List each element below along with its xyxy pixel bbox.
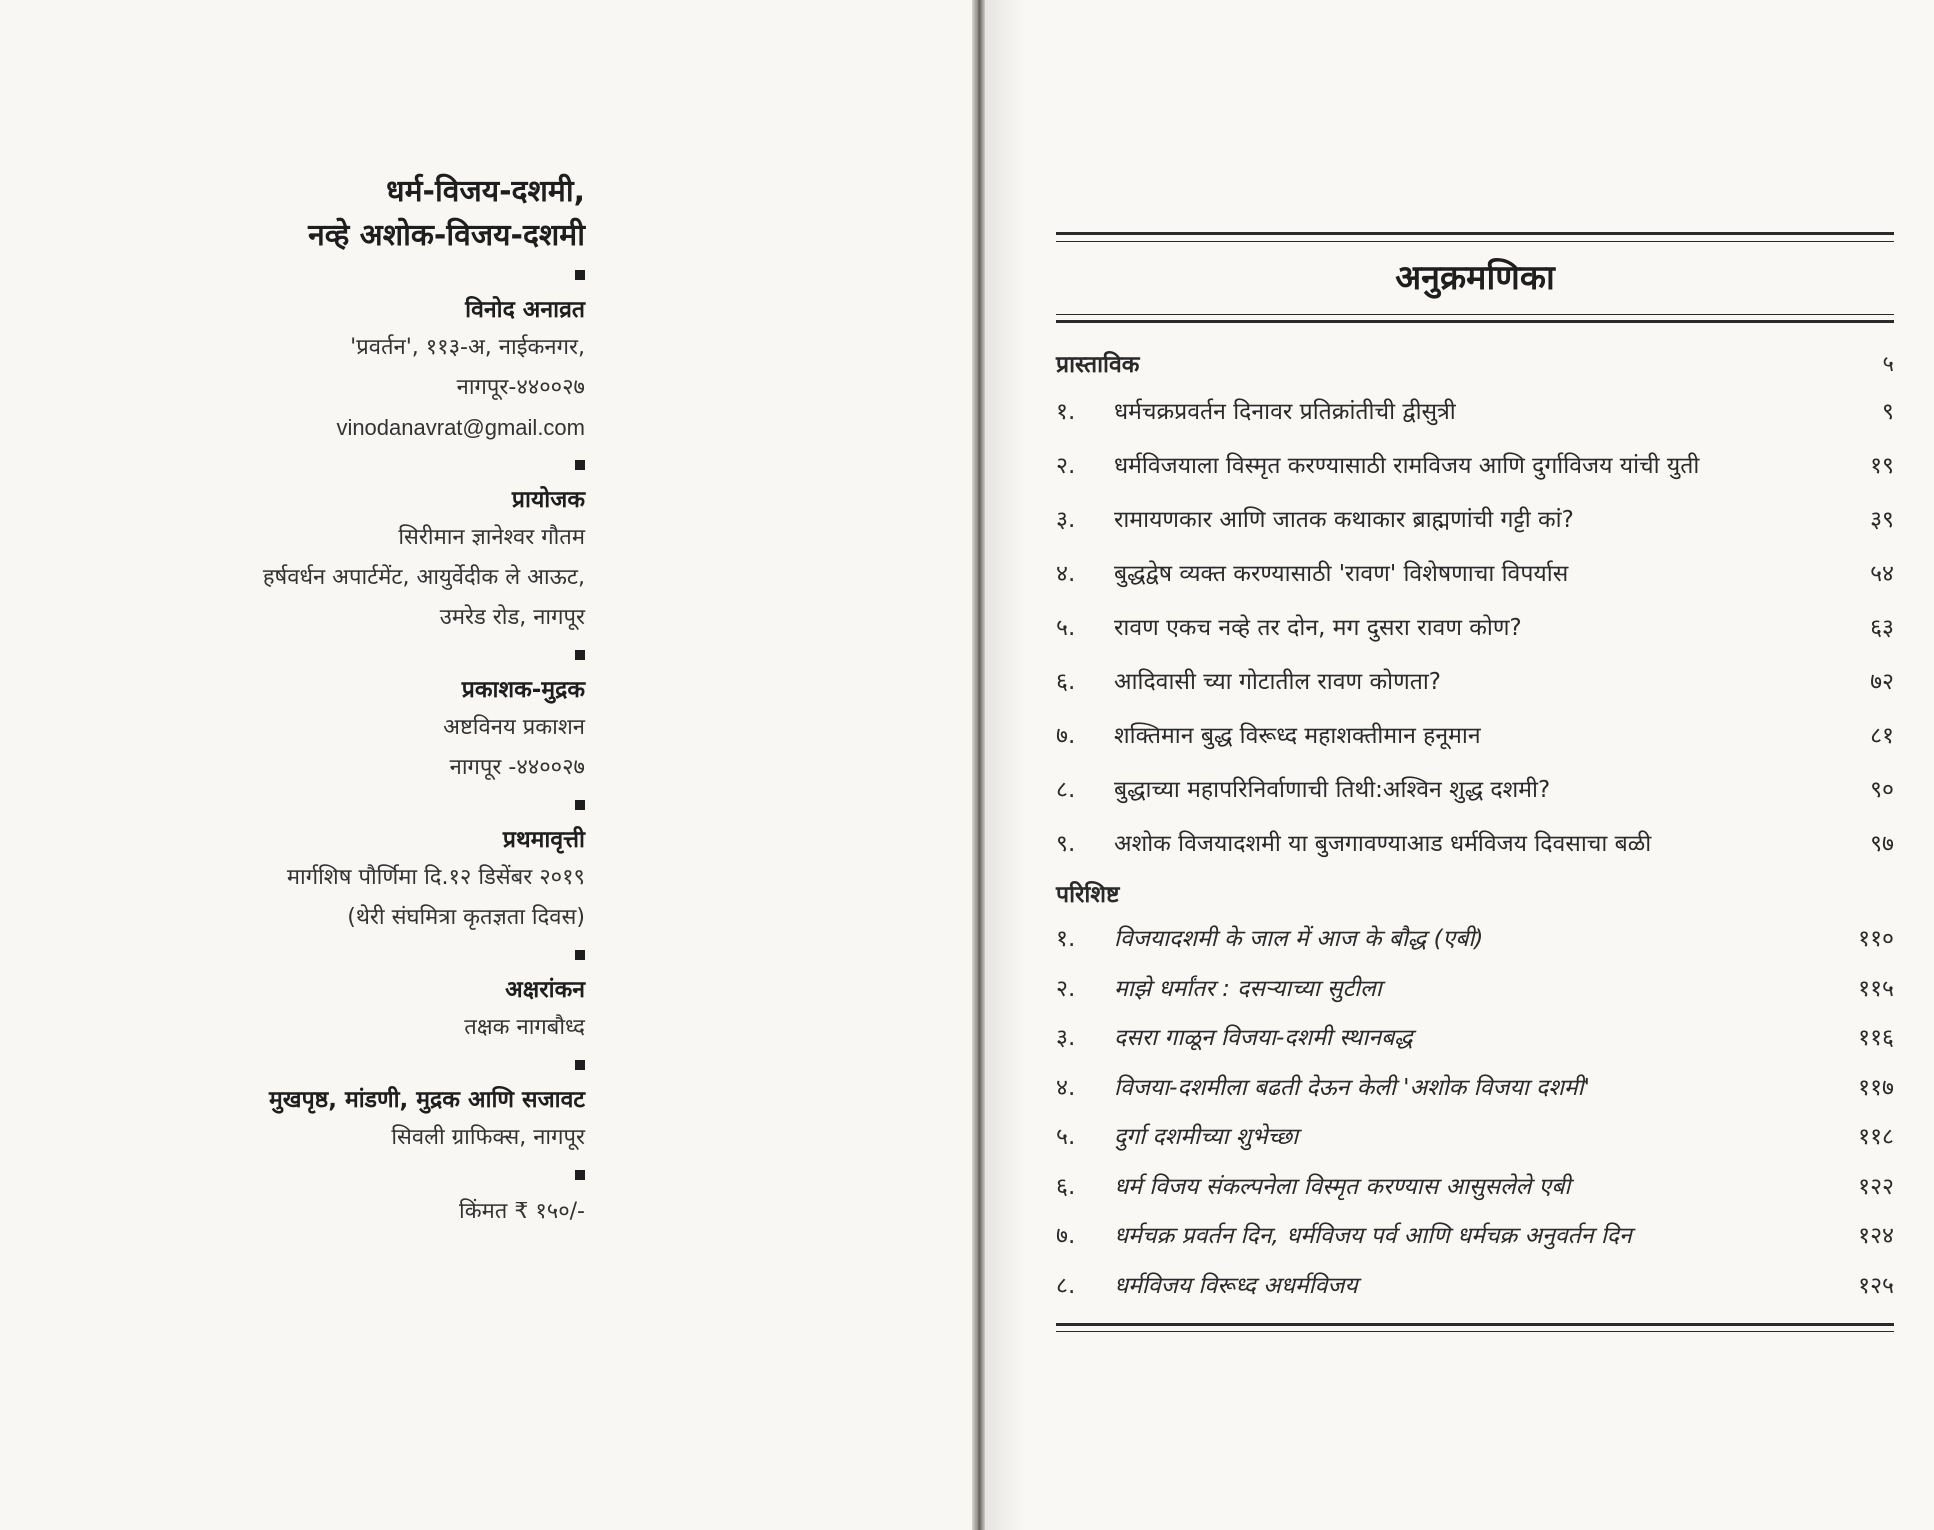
appendix-title: विजयादशमी के जाल में आज के बौद्ध (एबी): [1114, 926, 1484, 952]
chapter-page: ६३: [1870, 615, 1894, 641]
chapter-page: ५४: [1870, 561, 1894, 587]
chapter-number: ४.: [1056, 561, 1076, 587]
appendix-title: धर्मविजय विरूध्द अधर्मविजय: [1114, 1272, 1358, 1299]
appendix-page: १२४: [1858, 1223, 1894, 1249]
chapter-page: ७२: [1870, 669, 1894, 695]
author-address-line-2: नागपूर-४४००२७: [456, 375, 585, 400]
chapter-row: [1056, 439, 1894, 493]
book-gutter: [972, 0, 985, 1530]
chapter-number: ३.: [1056, 507, 1076, 533]
table-of-contents: [1056, 232, 1894, 1332]
chapter-number: २.: [1056, 453, 1076, 479]
chapter-row: [1056, 763, 1894, 817]
chapter-row: [1056, 385, 1894, 439]
gutter-shadow: [985, 0, 1025, 1530]
appendix-number: १.: [1056, 926, 1076, 952]
publisher-label: प्रकाशक-मुद्रक: [461, 677, 585, 703]
appendix-number: ५.: [1056, 1124, 1076, 1150]
typesetting-name: तक्षक नागबौध्द: [464, 1015, 585, 1040]
appendix-page: १२५: [1858, 1272, 1894, 1299]
typesetting-label: अक्षरांकन: [505, 977, 585, 1003]
appendix-title: दुर्गा दशमीच्या शुभेच्छा: [1114, 1124, 1299, 1150]
chapter-list: [1056, 385, 1894, 871]
design-label: मुखपृष्ठ, मांडणी, मुद्रक आणि सजावट: [269, 1087, 585, 1113]
chapter-page: ९: [1882, 399, 1894, 425]
appendix-number: ७.: [1056, 1223, 1076, 1249]
appendix-number: ३.: [1056, 1025, 1076, 1051]
chapter-page: १९: [1870, 453, 1894, 479]
separator-square: [575, 650, 585, 660]
chapter-page: ३९: [1870, 507, 1894, 533]
separator-square: [575, 800, 585, 810]
chapter-row: [1056, 493, 1894, 547]
imprint-block: [120, 170, 585, 1232]
appendix-row: [1056, 915, 1894, 965]
sponsor-label: प्रायोजक: [511, 487, 585, 513]
appendix-title: दसरा गाळून विजया-दशमी स्थानबद्ध: [1114, 1025, 1413, 1051]
appendix-title: माझे धर्मांतर : दसऱ्याच्या सुटीला: [1114, 975, 1382, 1002]
first-edition-date: मार्गशिष पौर्णिमा दि.१२ डिसेंबर २०१९: [286, 865, 585, 890]
chapter-title: बुद्धद्वेष व्यक्त करण्यासाठी 'रावण' विशेषणाचा विपर्यास: [1114, 561, 1569, 587]
chapter-number: ५.: [1056, 615, 1076, 641]
chapter-title: अशोक विजयादशमी या बुजगावण्याआड धर्मविजय दिवसाचा बळी: [1114, 831, 1652, 857]
appendix-number: ६.: [1056, 1173, 1076, 1200]
chapter-row: [1056, 601, 1894, 655]
appendix-title: धर्मचक्र प्रवर्तन दिन, धर्मविजय पर्व आणि धर्मचक्र अनुवर्तन दिन: [1114, 1223, 1632, 1249]
first-edition-note: (थेरी संघमित्रा कृतज्ञता दिवस): [347, 905, 585, 930]
separator-square: [575, 1170, 585, 1180]
chapter-row: [1056, 709, 1894, 763]
appendix-row: [1056, 1212, 1894, 1262]
chapter-title: रावण एकच नव्हे तर दोन, मग दुसरा रावण कोण?: [1114, 615, 1522, 641]
chapter-number: ६.: [1056, 669, 1076, 695]
book-title-line-2: नव्हे अशोक-विजय-दशमी: [308, 218, 585, 253]
separator-square: [575, 270, 585, 280]
appendix-heading-row: [1056, 875, 1894, 915]
chapter-page: ८१: [1870, 723, 1894, 749]
appendix-page: ११६: [1858, 1025, 1894, 1051]
separator-square: [575, 460, 585, 470]
chapter-page: ९७: [1870, 831, 1894, 857]
design-name: सिवली ग्राफिक्स, नागपूर: [391, 1125, 585, 1150]
contents-title: अनुक्रमणिका: [1395, 258, 1555, 298]
appendix-row: [1056, 1262, 1894, 1312]
appendix-row: [1056, 965, 1894, 1015]
price: किंमत ₹ १५०/-: [459, 1199, 585, 1224]
sponsor-address-line-2: उमरेड रोड, नागपूर: [439, 605, 585, 630]
sponsor-name: सिरीमान ज्ञानेश्वर गौतम: [398, 525, 585, 550]
appendix-page: ११०: [1858, 926, 1894, 952]
appendix-row: [1056, 1113, 1894, 1163]
chapter-number: ८.: [1056, 777, 1076, 803]
chapter-title: शक्तिमान बुद्ध विरूध्द महाशक्तीमान हनूमान: [1114, 723, 1481, 749]
appendix-row: [1056, 1064, 1894, 1114]
publisher-address: नागपूर -४४००२७: [449, 755, 585, 780]
bottom-rule: [1056, 1323, 1894, 1332]
first-edition-label: प्रथमावृत्ती: [502, 827, 585, 853]
sponsor-address-line-1: हर्षवर्धन अपार्टमेंट, आयुर्वेदीक ले आऊट,: [262, 565, 585, 590]
appendix-number: ४.: [1056, 1074, 1076, 1101]
chapter-number: १.: [1056, 399, 1076, 425]
appendix-page: १२२: [1858, 1173, 1894, 1200]
separator-square: [575, 1060, 585, 1070]
author-email: vinodanavrat@gmail.com: [336, 415, 585, 440]
appendix-title: विजया-दशमीला बढती देऊन केली 'अशोक विजया दशमी': [1114, 1074, 1590, 1101]
author-name: विनोद अनाव्रत: [465, 297, 585, 323]
appendix-row: [1056, 1014, 1894, 1064]
chapter-title: धर्मचक्रप्रवर्तन दिनावर प्रतिक्रांतीची द्वीसुत्री: [1114, 399, 1456, 425]
appendix-list: [1056, 915, 1894, 1311]
chapter-title: आदिवासी च्या गोटातील रावण कोणता?: [1114, 669, 1441, 695]
chapter-number: ७.: [1056, 723, 1076, 749]
appendix-number: ८.: [1056, 1272, 1076, 1299]
publisher-name: अष्टविनय प्रकाशन: [443, 715, 585, 740]
chapter-row: [1056, 817, 1894, 871]
chapter-page: ९०: [1870, 777, 1894, 803]
chapter-title: धर्मविजयाला विस्मृत करण्यासाठी रामविजय आणि दुर्गाविजय यांची युती: [1114, 453, 1700, 479]
appendix-page: ११८: [1858, 1124, 1894, 1150]
appendix-number: २.: [1056, 975, 1076, 1002]
author-address-line-1: 'प्रवर्तन', ११३-अ, नाईकनगर,: [350, 335, 585, 360]
top-rule: [1056, 232, 1894, 242]
chapter-row: [1056, 655, 1894, 709]
chapter-number: ९.: [1056, 831, 1076, 857]
preface-row: [1056, 345, 1894, 385]
chapter-row: [1056, 547, 1894, 601]
appendix-page: ११७: [1858, 1074, 1894, 1101]
chapter-title: रामायणकार आणि जातक कथाकार ब्राह्मणांची गट्टी कां?: [1114, 507, 1574, 533]
preface-page: ५: [1882, 352, 1894, 377]
separator-square: [575, 950, 585, 960]
appendix-row: [1056, 1163, 1894, 1213]
title-rule: [1056, 314, 1894, 323]
appendix-page: ११५: [1858, 975, 1894, 1002]
book-title-line-1: धर्म-विजय-दशमी,: [386, 174, 585, 209]
preface-label: प्रास्ताविक: [1056, 352, 1140, 378]
appendix-title: धर्म विजय संकल्पनेला विस्मृत करण्यास आसुसलेले एबी: [1114, 1173, 1571, 1200]
chapter-title: बुद्धाच्या महापरिनिर्वाणाची तिथी:अश्विन शुद्ध दशमी?: [1114, 777, 1551, 803]
appendix-label: परिशिष्ट: [1056, 882, 1120, 908]
